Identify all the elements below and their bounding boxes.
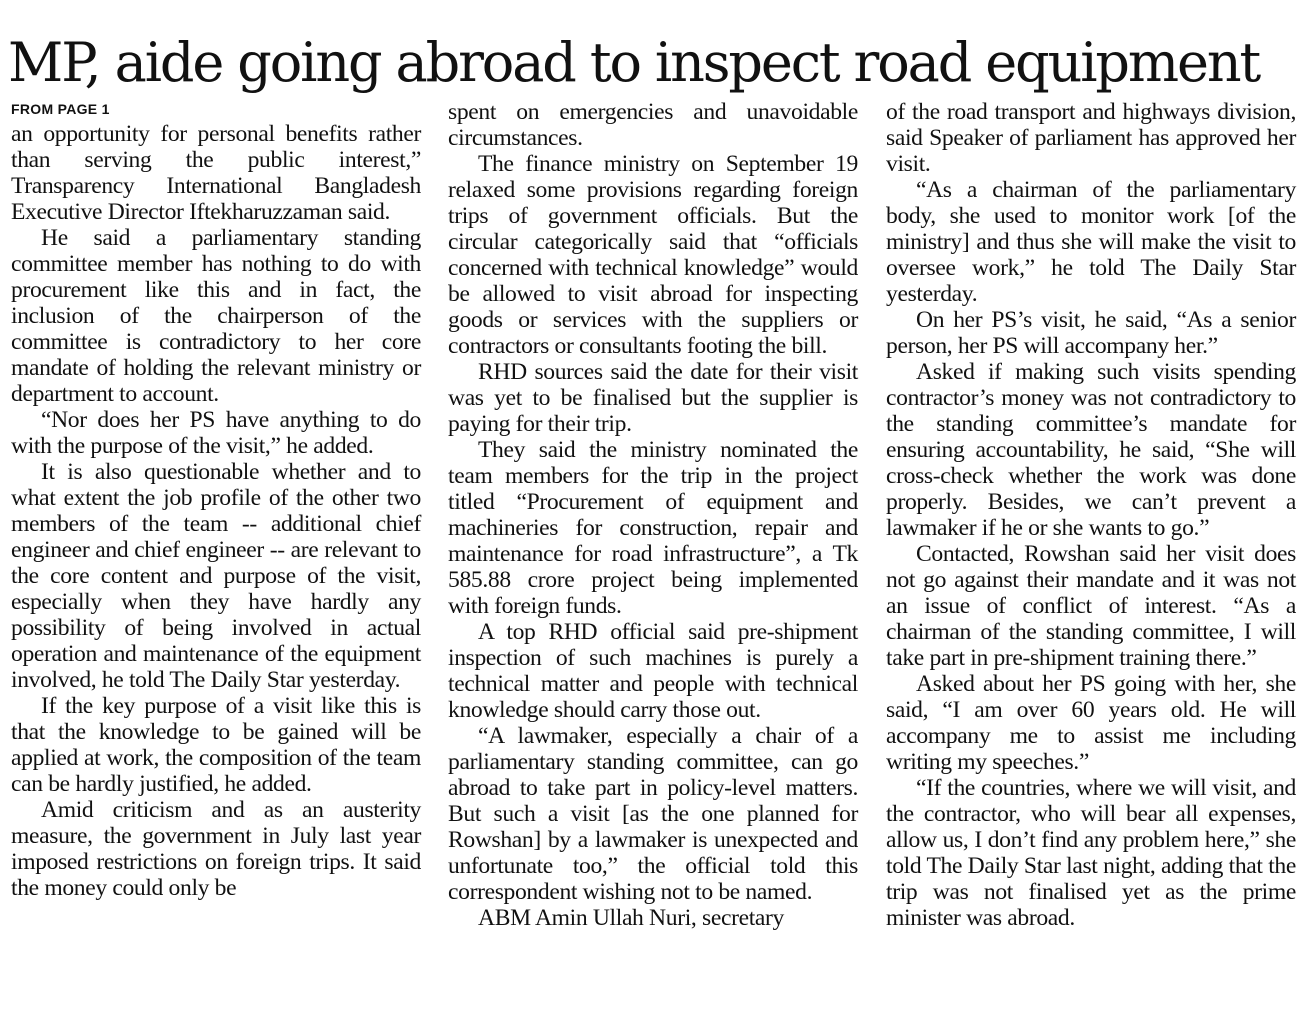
article-column-3 bbox=[886, 99, 1296, 931]
paragraph: Asked about her PS going with her, she said, “I am over 60 years old. He will accompany me to assist me including writing my speeches.” bbox=[886, 671, 1296, 775]
paragraph: “If the countries, where we will visit, and the contractor, who will bear all expenses, allow us, I don’t find any problem here,” she told The Daily Star last night, adding that the trip was not finalised yet as the prime minister was abroad. bbox=[886, 775, 1296, 931]
paragraph: If the key purpose of a visit like this is that the knowledge to be gained will be applied at work, the composition of the team can be hardly justified, he added. bbox=[11, 693, 421, 797]
paragraph: an opportunity for personal benefits rather than serving the public interest,” Transparency International Bangladesh Executive Director Iftekharuzzaman said. bbox=[11, 121, 421, 225]
article-column-1 bbox=[11, 97, 421, 901]
headline: MP, aide going abroad to inspect road equipment bbox=[8, 31, 1260, 94]
paragraph: “Nor does her PS have anything to do with the purpose of the visit,” he added. bbox=[11, 407, 421, 459]
paragraph: He said a parliamentary standing committee member has nothing to do with procurement like this and in fact, the inclusion of the chairperson of the committee is contradictory to her core mandate of holding the relevant ministry or department to account. bbox=[11, 225, 421, 407]
paragraph: spent on emergencies and unavoidable circumstances. bbox=[448, 99, 858, 151]
paragraph: of the road transport and highways division, said Speaker of parliament has approved her visit. bbox=[886, 99, 1296, 177]
paragraph: They said the ministry nominated the team members for the trip in the project titled “Procurement of equipment and machineries for construction, repair and maintenance for road infrastructure”, a Tk 585.88 crore project being implemented with foreign funds. bbox=[448, 437, 858, 619]
paragraph: “A lawmaker, especially a chair of a parliamentary standing committee, can go abroad to take part in policy-level matters. But such a visit [as the one planned for Rowshan] by a lawmaker is unexpected and unfortunate too,” the official told this correspondent wishing not to be named. bbox=[448, 723, 858, 905]
paragraph: It is also questionable whether and to what extent the job profile of the other two members of the team -- additional chief engineer and chief engineer -- are relevant to the core content and purpose of the visit, especially when they have hardly any possibility of being involved in actual operation and maintenance of the equipment involved, he told The Daily Star yesterday. bbox=[11, 459, 421, 693]
paragraph: Asked if making such visits spending contractor’s money was not contradictory to the standing committee’s mandate for ensuring accountability, he said, “She will cross-check whether the work was done properly. Besides, we can’t prevent a lawmaker if he or she wants to go.” bbox=[886, 359, 1296, 541]
paragraph: The finance ministry on September 19 relaxed some provisions regarding foreign trips of government officials. But the circular categorically said that “officials concerned with technical knowledge” would be allowed to visit abroad for inspecting goods or services with the suppliers or contractors or consultants footing the bill. bbox=[448, 151, 858, 359]
paragraph: RHD sources said the date for their visit was yet to be finalised but the supplier is paying for their trip. bbox=[448, 359, 858, 437]
paragraph: Contacted, Rowshan said her visit does not go against their mandate and it was not an issue of conflict of interest. “As a chairman of the standing committee, I will take part in pre-shipment training there.” bbox=[886, 541, 1296, 671]
continuation-kicker: FROM PAGE 1 bbox=[11, 101, 110, 117]
paragraph: A top RHD official said pre-shipment inspection of such machines is purely a technical matter and people with technical knowledge should carry those out. bbox=[448, 619, 858, 723]
paragraph: Amid criticism and as an austerity measure, the government in July last year imposed restrictions on foreign trips. It said the money could only be bbox=[11, 797, 421, 901]
paragraph: On her PS’s visit, he said, “As a senior person, her PS will accompany her.” bbox=[886, 307, 1296, 359]
paragraph: ABM Amin Ullah Nuri, secretary bbox=[478, 905, 784, 931]
paragraph: “As a chairman of the parliamentary body, she used to monitor work [of the ministry] and thus she will make the visit to oversee work,” he told The Daily Star yesterday. bbox=[886, 177, 1296, 307]
article-column-2 bbox=[448, 99, 858, 931]
